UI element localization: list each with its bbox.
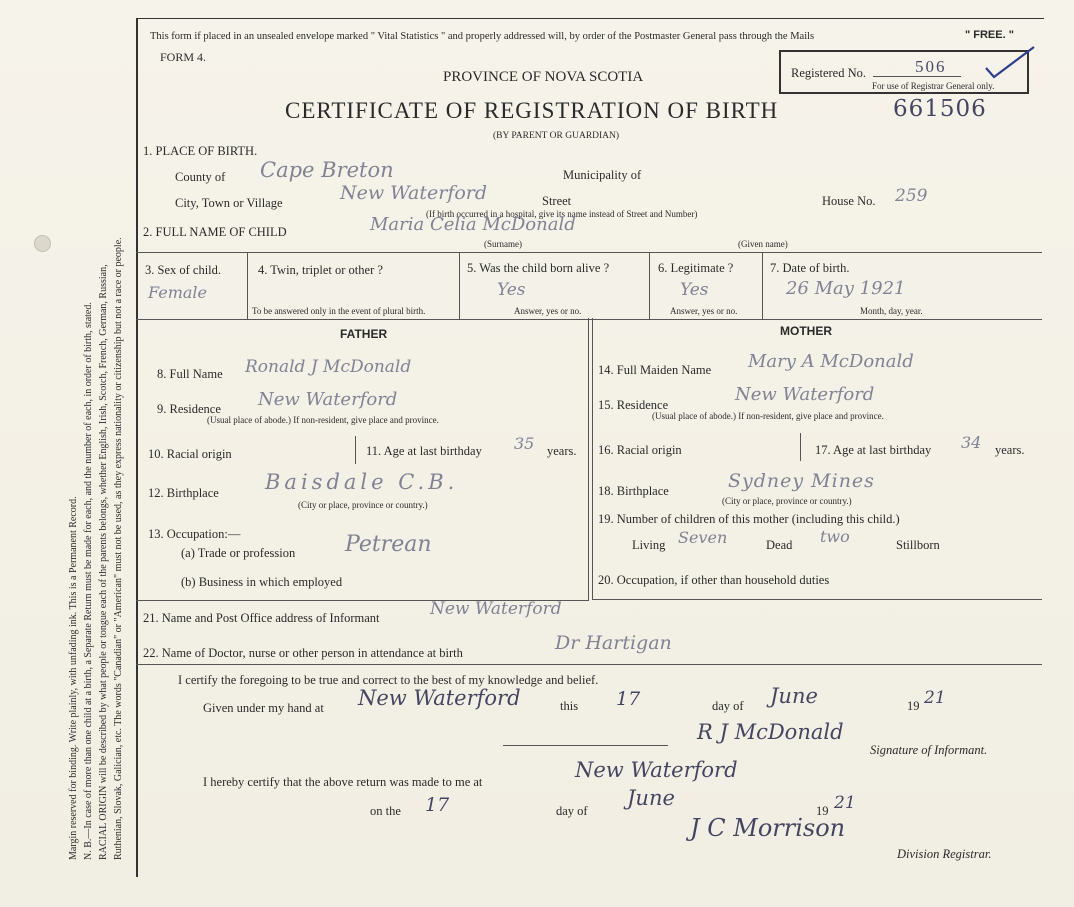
city-value: New Waterford <box>340 182 488 204</box>
given-month-value: June <box>770 684 818 708</box>
margin-note-4: Ruthenian, Slovak, Galician, etc. The words "Canadian" or "American" must not be used, as they express nationality or citizenship but not a race or people. <box>113 237 124 860</box>
given-under-label: Given under my hand at <box>203 701 324 715</box>
mother-heading: MOTHER <box>780 324 832 338</box>
mother-birthplace-note: (City or place, province or country.) <box>722 496 852 506</box>
margin-note-2: N. B.—In case of more than one child at a birth, a Separate Return must be made for each, and the number of each, in order of birth, stated. <box>83 302 94 860</box>
registered-number: 506 <box>915 57 947 76</box>
alive-label: 5. Was the child born alive ? <box>467 261 610 275</box>
mother-residence-note: (Usual place of abode.) If non-resident, give place and province. <box>652 411 884 421</box>
child-name-value: Maria Celia McDonald <box>370 214 576 235</box>
return-year-value: 21 <box>834 793 856 813</box>
division-registrar-label: Division Registrar. <box>897 847 992 861</box>
father-residence-label: 9. Residence <box>157 402 221 416</box>
province-title: PROVINCE OF NOVA SCOTIA <box>443 69 644 85</box>
year-prefix: 19 <box>907 699 920 713</box>
this-label: this <box>560 699 579 713</box>
father-age-label: 11. Age at last birthday <box>366 444 482 458</box>
registered-label: Registered No. <box>791 66 866 80</box>
father-trade-value: Petrean <box>345 532 432 557</box>
doctor-value: Dr Hartigan <box>555 632 672 654</box>
checkmark-icon <box>982 44 1037 80</box>
certify-text: I certify the foregoing to be true and correct to the best of my knowledge and belief. <box>178 673 599 687</box>
mother-name-value: Mary A McDonald <box>748 351 914 372</box>
mail-note: This form if placed in an unsealed envelope marked " Vital Statistics " and properly addressed will, by order of the Postmaster General pass through the Mails <box>150 31 815 42</box>
signature-informant-label: Signature of Informant. <box>870 743 988 757</box>
mother-age-value: 34 <box>961 433 982 452</box>
certificate-title: CERTIFICATE OF REGISTRATION OF BIRTH <box>285 98 779 123</box>
handwritten-number: 661506 <box>893 96 987 122</box>
return-label: I hereby certify that the above return was made to me at <box>203 775 483 789</box>
certificate-subtitle: (BY PARENT OR GUARDIAN) <box>493 131 620 141</box>
county-value: Cape Breton <box>260 158 394 182</box>
form-number: FORM 4. <box>160 50 207 64</box>
mother-birthplace-value: Sydney Mines <box>728 470 875 492</box>
place-of-birth-label: 1. PLACE OF BIRTH. <box>143 144 258 158</box>
father-trade-label: (a) Trade or profession <box>181 546 296 560</box>
mother-residence-label: 15. Residence <box>598 398 669 412</box>
informant-value: New Waterford <box>430 599 562 619</box>
birth-date-note: Month, day, year. <box>860 306 923 316</box>
father-occupation-label: 13. Occupation:— <box>148 527 241 541</box>
father-heading: FATHER <box>340 327 388 341</box>
birth-date-value: 26 May 1921 <box>786 278 906 299</box>
on-the-label: on the <box>370 804 401 818</box>
surname-note: (Surname) <box>484 239 522 249</box>
stillborn-label: Stillborn <box>896 538 940 552</box>
given-year-value: 21 <box>924 688 946 708</box>
binding-hole <box>34 235 51 252</box>
street-label: Street <box>542 194 572 208</box>
county-label: County of <box>175 170 226 184</box>
free-label: " FREE. " <box>965 29 1014 41</box>
legitimate-label: 6. Legitimate ? <box>658 261 734 275</box>
mother-occupation-label: 20. Occupation, if other than household duties <box>598 573 830 587</box>
mother-children-label: 19. Number of children of this mother (including this child.) <box>598 512 900 526</box>
mother-residence-value: New Waterford <box>735 384 875 405</box>
hospital-note: (If birth occurred in a hospital, give its name instead of Street and Number) <box>426 209 698 219</box>
father-residence-note: (Usual place of abode.) If non-resident, give place and province. <box>207 415 439 425</box>
return-day-of-label: day of <box>556 804 588 818</box>
legitimate-note: Answer, yes or no. <box>670 306 738 316</box>
father-name-value: Ronald J McDonald <box>245 357 412 377</box>
given-day-value: 17 <box>616 688 641 710</box>
alive-note: Answer, yes or no. <box>514 306 582 316</box>
informant-signature: R J McDonald <box>697 720 844 744</box>
city-label: City, Town or Village <box>175 196 283 210</box>
living-label: Living <box>632 538 666 552</box>
return-place-value: New Waterford <box>575 758 738 782</box>
registrar-signature: J C Morrison <box>690 814 846 842</box>
given-place-value: New Waterford <box>358 686 521 710</box>
father-birthplace-note: (City or place, province or country.) <box>298 500 428 510</box>
legitimate-value: Yes <box>680 280 709 300</box>
informant-label: 21. Name and Post Office address of Informant <box>143 611 380 625</box>
sex-label: 3. Sex of child. <box>145 263 222 277</box>
return-month-value: June <box>627 786 675 810</box>
house-label: House No. <box>822 194 876 208</box>
given-name-note: (Given name) <box>738 239 788 249</box>
living-value: Seven <box>678 528 728 547</box>
child-name-label: 2. FULL NAME OF CHILD <box>143 225 287 239</box>
father-racial-label: 10. Racial origin <box>148 447 232 461</box>
mother-age-label: 17. Age at last birthday <box>815 443 932 457</box>
father-residence-value: New Waterford <box>258 389 398 410</box>
dead-value: two <box>820 527 850 546</box>
father-business-label: (b) Business in which employed <box>181 575 343 589</box>
margin-note-3: RACIAL ORIGIN will be described by what people or tongue each of the parents belongs, whether English, Irish, Scotch, French, German, Russian, <box>98 264 109 860</box>
sex-value: Female <box>148 283 207 302</box>
doctor-label: 22. Name of Doctor, nurse or other person in attendance at birth <box>143 646 463 660</box>
father-birthplace-value: Baisdale C.B. <box>265 470 459 494</box>
mother-racial-label: 16. Racial origin <box>598 443 682 457</box>
day-of-label: day of <box>712 699 744 713</box>
registrar-only-note: For use of Registrar General only. <box>872 81 995 91</box>
father-name-label: 8. Full Name <box>157 367 223 381</box>
father-birthplace-label: 12. Birthplace <box>148 486 219 500</box>
municipality-label: Municipality of <box>563 168 642 182</box>
twin-label: 4. Twin, triplet or other ? <box>258 263 383 277</box>
mother-name-label: 14. Full Maiden Name <box>598 363 712 377</box>
father-age-value: 35 <box>514 434 535 453</box>
father-years: years. <box>547 444 577 458</box>
return-year-prefix: 19 <box>816 804 829 818</box>
twin-note: To be answered only in the event of plural birth. <box>252 306 426 316</box>
mother-years: years. <box>995 443 1025 457</box>
house-value: 259 <box>895 186 928 206</box>
alive-value: Yes <box>497 280 526 300</box>
birth-date-label: 7. Date of birth. <box>770 261 850 275</box>
return-day-value: 17 <box>425 794 450 816</box>
dead-label: Dead <box>766 538 793 552</box>
mother-birthplace-label: 18. Birthplace <box>598 484 669 498</box>
margin-note-1: Margin reserved for binding. Write plainly, with unfading ink. This is a Permanent Record. <box>68 496 79 860</box>
